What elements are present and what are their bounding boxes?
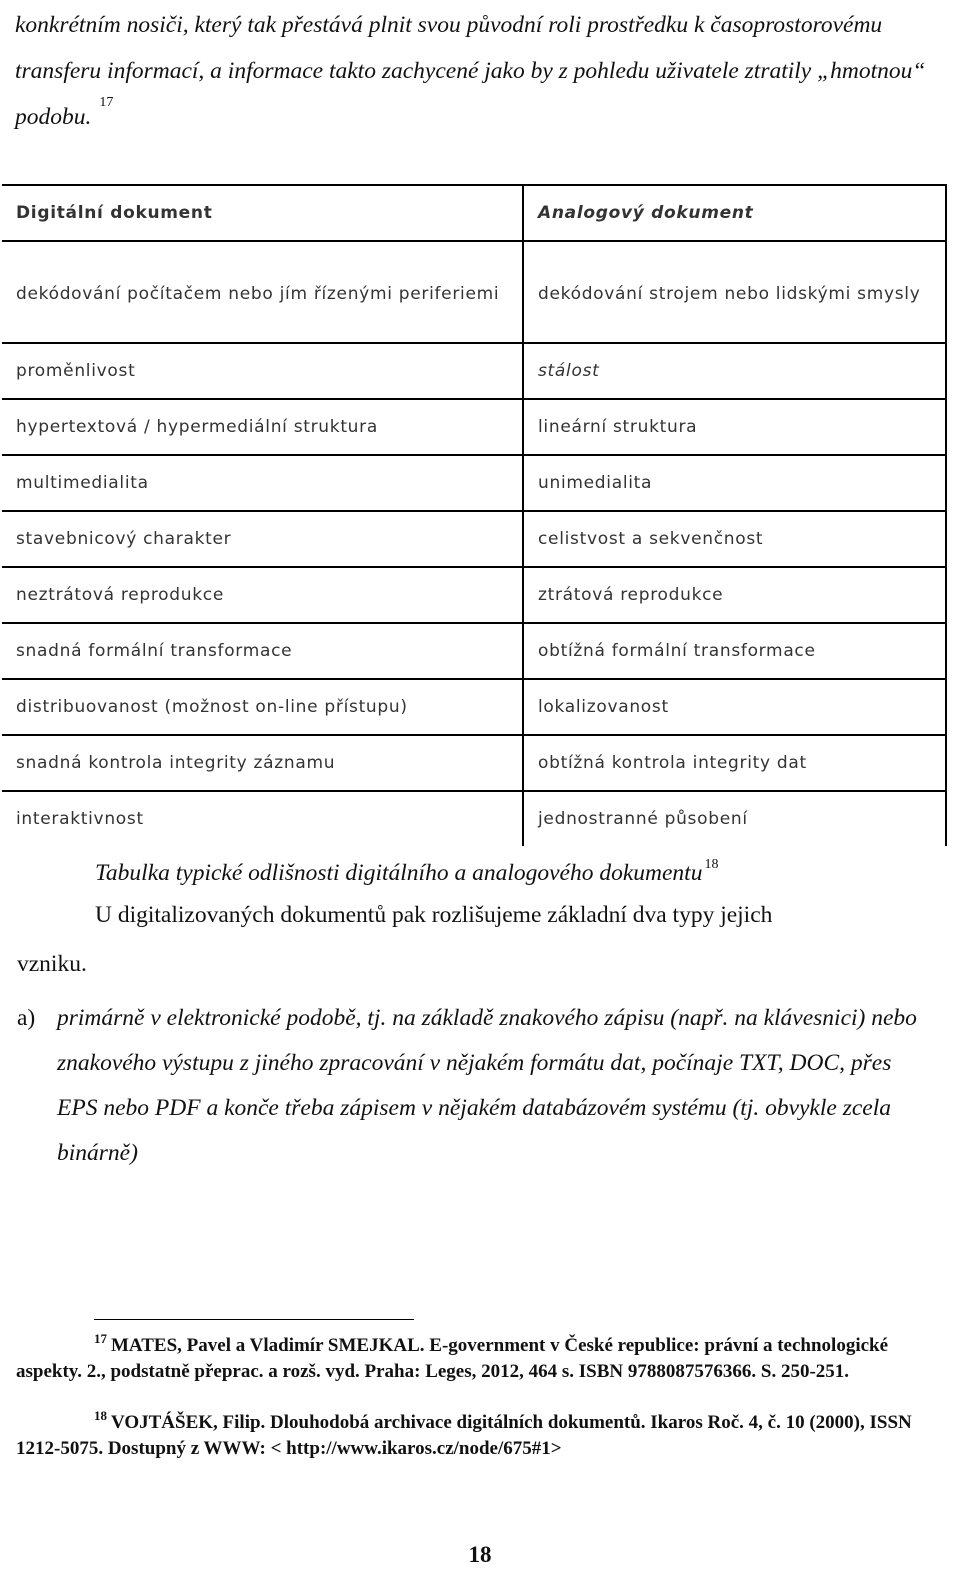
cell-digital: hypertextová / hypermediální struktura — [2, 399, 523, 455]
table-row — [2, 343, 946, 399]
footnote-number: 17 — [94, 1331, 107, 1346]
table-header-row — [2, 185, 946, 241]
comparison-table — [2, 184, 947, 846]
cell-digital: neztrátová reprodukce — [2, 567, 523, 623]
table-row — [2, 735, 946, 791]
caption-text: Tabulka typické odlišnosti digitálního a analogového dokumentu — [95, 860, 703, 886]
cell-digital: snadná kontrola integrity záznamu — [2, 735, 523, 791]
table-row — [2, 511, 946, 567]
cell-analog: jednostranné působení — [523, 791, 946, 846]
cell-analog: dekódování strojem nebo lidskými smysly — [523, 241, 946, 343]
cell-digital: interaktivnost — [2, 791, 523, 846]
footnote-number: 18 — [94, 1408, 107, 1423]
list-item-text: primárně v elektronické podobě, tj. na základě znakového zápisu (např. na klávesnici) nebo znakového výstupu z jiného zpracování v nějakém formátu dat, počínaje TXT, DOC, přes EPS nebo PDF a konče třeba zápisem v nějakém databázovém systému (tj. obvykle zcela binárně) — [57, 1005, 917, 1166]
table-row — [2, 567, 946, 623]
cell-analog: celistvost a sekvenčnost — [523, 511, 946, 567]
footnote-text: VOJTÁŠEK, Filip. Dlouhodobá archivace digitálních dokumentů. Ikaros Roč. 4, č. 10 (2000), ISSN 1212-5075. Dostupný z WWW: < http://www.ikaros.cz/node/675#1> — [16, 1412, 912, 1459]
header-digital: Digitální dokument — [2, 185, 523, 241]
table-caption — [95, 857, 719, 887]
cell-analog: lineární struktura — [523, 399, 946, 455]
footnote-17 — [16, 1333, 932, 1384]
table-row — [2, 679, 946, 735]
table-row — [2, 623, 946, 679]
page-number: 18 — [468, 1542, 492, 1567]
intro-paragraph — [15, 2, 945, 144]
cell-digital: proměnlivost — [2, 343, 523, 399]
footnote-text: MATES, Pavel a Vladimír SMEJKAL. E-government v České republice: právní a technologické aspekty. 2., podstatně přeprac. a rozš. vyd. Praha: Leges, 2012, 464 s. ISBN 9788087576366. S. 250-251. — [16, 1335, 889, 1382]
cell-analog: ztrátová reprodukce — [523, 567, 946, 623]
body-paragraph: U digitalizovaných dokumentů pak rozlišujeme základní dva typy jejich — [95, 902, 773, 928]
intro-text: konkrétním nosiči, který tak přestává plnit svou původní roli prostředku k časoprostorovému transferu informací, a informace takto zachycené jako by z pohledu uživatele ztratily „hmotnou“ podobu. — [15, 12, 926, 130]
cell-analog: stálost — [523, 343, 946, 399]
cell-digital: stavebnicový charakter — [2, 511, 523, 567]
footnote-18 — [16, 1410, 932, 1461]
footnote-separator — [94, 1319, 414, 1320]
header-analog: Analogový dokument — [523, 185, 946, 241]
cell-analog: obtížná formální transformace — [523, 623, 946, 679]
table-row — [2, 791, 946, 846]
cell-digital: dekódování počítačem nebo jím řízenými periferiemi — [2, 241, 523, 343]
cell-digital: snadná formální transformace — [2, 623, 523, 679]
footnote-ref-17[interactable]: 17 — [99, 95, 114, 110]
list-item-a — [17, 996, 917, 1176]
table-row — [2, 399, 946, 455]
cell-analog: obtížná kontrola integrity dat — [523, 735, 946, 791]
cell-analog: unimedialita — [523, 455, 946, 511]
footnote-ref-18[interactable]: 18 — [704, 857, 719, 872]
cell-digital: distribuovanost (možnost on-line přístupu) — [2, 679, 523, 735]
list-marker: a) — [17, 1005, 36, 1031]
body-paragraph-end: vzniku. — [17, 951, 87, 977]
cell-analog: lokalizovanost — [523, 679, 946, 735]
table-row — [2, 455, 946, 511]
cell-digital: multimedialita — [2, 455, 523, 511]
table-row — [2, 241, 946, 343]
